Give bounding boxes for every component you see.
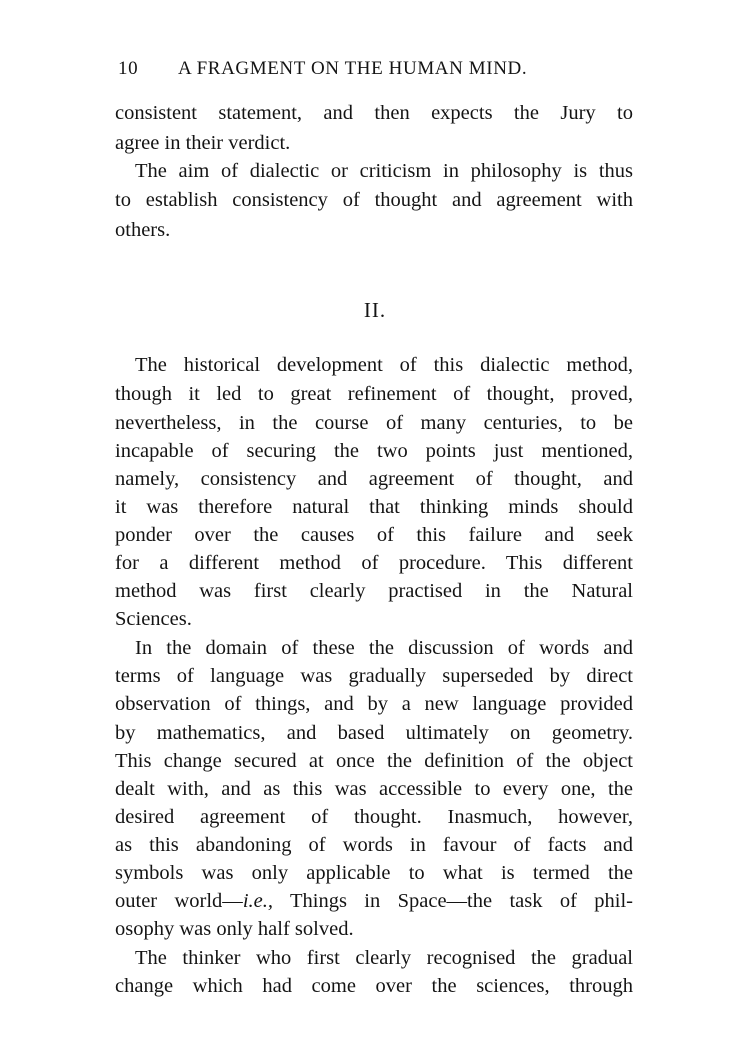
page-number: 10 xyxy=(118,58,139,79)
text-line: observation of things, and by a new language provided xyxy=(115,693,633,715)
text-line: osophy was only half solved. xyxy=(115,918,354,940)
text-line: others. xyxy=(115,219,171,241)
running-header xyxy=(118,58,582,80)
paragraph-first-line: In the domain of these the discussion of words and xyxy=(135,637,633,659)
text-line: This change secured at once the definition of the object xyxy=(115,750,633,772)
text-line: to establish consistency of thought and agreement with xyxy=(115,189,633,211)
text-segment: outer world— xyxy=(115,890,243,912)
text-line: agree in their verdict. xyxy=(115,132,291,154)
text-line: as this abandoning of words in favour of facts and xyxy=(115,834,633,856)
text-line: nevertheless, in the course of many centuries, to be xyxy=(115,412,633,434)
text-line: Sciences. xyxy=(115,608,192,630)
text-line: dealt with, and as this was accessible to every one, the xyxy=(115,778,633,800)
text-line: consistent statement, and then expects the Jury to xyxy=(115,102,633,124)
text-line: terms of language was gradually superseded by direct xyxy=(115,665,633,687)
paragraph-first-line: The thinker who first clearly recognised the gradual xyxy=(135,947,633,969)
text-line xyxy=(115,887,633,915)
paragraph-first-line: The historical development of this dialectic method, xyxy=(135,354,633,376)
text-line: though it led to great refinement of thought, proved, xyxy=(115,383,633,405)
text-line: it was therefore natural that thinking minds should xyxy=(115,496,633,518)
running-title: A FRAGMENT ON THE HUMAN MIND. xyxy=(178,58,528,79)
text-line: change which had come over the sciences, through xyxy=(115,975,633,997)
text-line: method was first clearly practised in the Natural xyxy=(115,580,633,602)
text-line: ponder over the causes of this failure and seek xyxy=(115,524,633,546)
text-segment: Things in Space—the task of phil- xyxy=(272,890,633,912)
text-line: by mathematics, and based ultimately on geometry. xyxy=(115,722,633,744)
section-heading: II. xyxy=(363,298,387,322)
italic-abbreviation: i.e., xyxy=(242,890,273,912)
text-line: for a different method of procedure. This different xyxy=(115,552,633,574)
text-line: symbols was only applicable to what is termed the xyxy=(115,862,633,884)
text-line: incapable of securing the two points just mentioned, xyxy=(115,440,633,462)
text-line: namely, consistency and agreement of thought, and xyxy=(115,468,633,490)
text-line: desired agreement of thought. Inasmuch, however, xyxy=(115,806,633,828)
paragraph-first-line: The aim of dialectic or criticism in philosophy is thus xyxy=(135,160,633,182)
